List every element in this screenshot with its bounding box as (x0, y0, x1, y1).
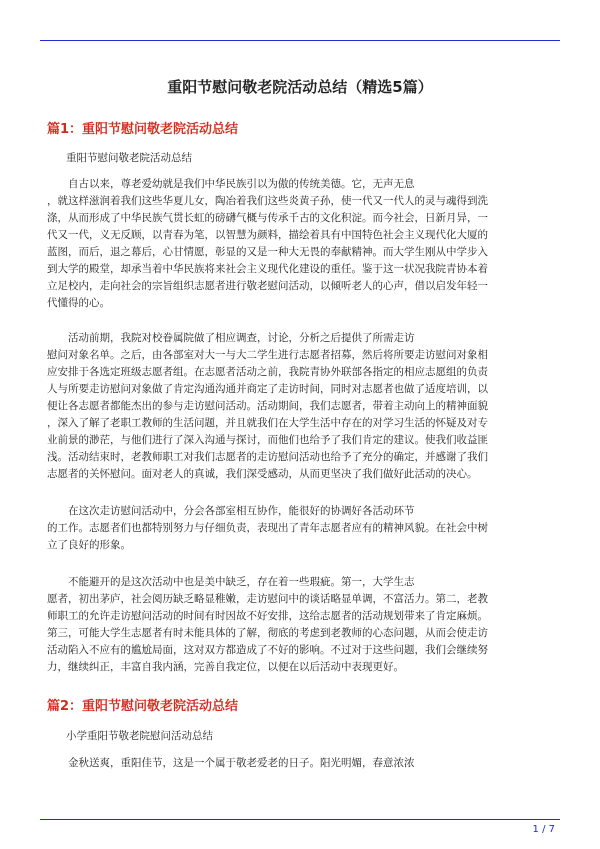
section-2-paragraph-1 (47, 755, 553, 772)
text-line: 活动前期，我院对校眷属院做了相应调查，讨论，分析之后提供了所需走访 (47, 332, 415, 344)
text-line: 慰问对象名单。之后，由各部室对大一与大二学生进行志愿者招募，然后将所要走访慰问对象相 (47, 349, 488, 361)
text-line: 业前景的渺茫，与他们进行了深入沟通与探讨，而他们也给予了我们肯定的建议。使我们收益匪 (47, 434, 488, 446)
text-line: 自古以来，尊老爱幼就是我们中华民族引以为傲的传统美德。它，无声无息 (47, 178, 415, 190)
section-1-heading: 篇1：重阳节慰问敬老院活动总结 (47, 122, 239, 137)
text-line: 立足校内，走向社会的宗旨组织志愿者进行敬老慰问活动，以倾听老人的心声，借以启发年轻一 (47, 280, 488, 292)
text-line: 志愿者的关怀慰问。面对老人的真诚，我们深受感动，从而更坚决了我们做好此活动的决心。 (47, 468, 478, 480)
text-line: 立了良好的形象。 (47, 539, 131, 551)
text-line: 愿者，初出茅庐，社会阅历缺乏略显稚嫩，走访慰问中的谈话略显单调，不富活力。第二，老教 (47, 593, 488, 605)
text-line: 到大学的殿堂，却承当着中华民族将来社会主义现代化建设的重任。鉴于这一状况我院青协本着 (47, 263, 488, 275)
document-title: 重阳节慰问敬老院活动总结（精选5篇） (167, 78, 433, 96)
footer-rule (40, 819, 560, 820)
text-line: 蓝图，而后，退之幕后，心甘情愿，彰显的又是一种大无畏的奉献精神。而大学生刚从中学步入 (47, 246, 488, 258)
section-2-heading: 篇2：重阳节慰问敬老院活动总结 (47, 699, 239, 714)
text-line: 代懂得的心。 (47, 297, 110, 309)
text-line: 力，继续纠正，丰富自我内涵，完善自我定位，以便在以后活动中表现更好。 (47, 661, 404, 673)
section-1-paragraph-3 (47, 503, 553, 554)
section-2-subtitle: 小学重阳节敬老院慰问活动总结 (66, 730, 213, 742)
text-line: 涤，从而形成了中华民族气贯长虹的磅礴气概与传承千古的文化积淀。而今社会，日新月异，一 (47, 212, 488, 224)
text-line: 应安排于各选定班级志愿者组。在志愿者活动之前，我院青协外联部各指定的相应志愿组的负责 (47, 366, 488, 378)
section-1-paragraph-4 (47, 574, 553, 676)
text-line: 金秋送爽，重阳佳节，这是一个属于敬老爱老的日子。阳光明媚，春意浓浓 (47, 757, 415, 769)
section-1-paragraph-1 (47, 176, 553, 312)
section-1-paragraph-2 (47, 330, 553, 483)
text-line: 浅。活动结束时，老教师职工对我们志愿者的走访慰问活动也给予了充分的确定，并感谢了我们 (47, 451, 488, 463)
text-line: 第三，可能大学生志愿者有时未能具体的了解，彻底的考虑到老教师的心态问题，从而会使走访 (47, 627, 488, 639)
page-number: 1 / 7 (532, 824, 555, 835)
text-line: 活动陷入不应有的尴尬局面，这对双方都造成了不好的影响。不过对于这些问题，我们会继续努 (47, 644, 488, 656)
text-line: 人与所要走访慰问对象做了肯定沟通沟通并商定了走访时间，同时对志愿者也做了适度培训，以 (47, 383, 488, 395)
text-line: 师职工的允许走访慰问活动的时间有时因故不好安排，这给志愿者的活动规划带来了肯定麻烦。 (47, 610, 488, 622)
text-line: ，就这样滋润着我们这些华夏儿女，陶冶着我们这些炎黄子孙，使一代又一代人的灵与魂得到洗 (47, 195, 488, 207)
text-line: 不能避开的是这次活动中也是美中缺乏，存在着一些瑕疵。第一，大学生志 (47, 576, 415, 588)
text-line: ，深入了解了老职工教师的生活问题，并且就我们在大学生活中存在的对学习生活的怀疑及对专 (47, 417, 488, 429)
text-line: 的工作。志愿者们也都特别努力与仔细负责，表现出了青年志愿者应有的精神风貌。在社会中树 (47, 522, 488, 534)
text-line: 便让各志愿者都能杰出的参与走访慰问活动。活动期间，我们志愿者，带着主动向上的精神面貌 (47, 400, 488, 412)
text-line: 代又一代，义无反顾，以青春为笔，以智慧为颜料，描绘着具有中国特色社会主义现代化大厦的 (47, 229, 488, 241)
header-rule (40, 40, 560, 41)
section-1-subtitle: 重阳节慰问敬老院活动总结 (66, 152, 192, 164)
text-line: 在这次走访慰问活动中，分会各部室相互协作，能很好的协调好各活动环节 (47, 505, 415, 517)
